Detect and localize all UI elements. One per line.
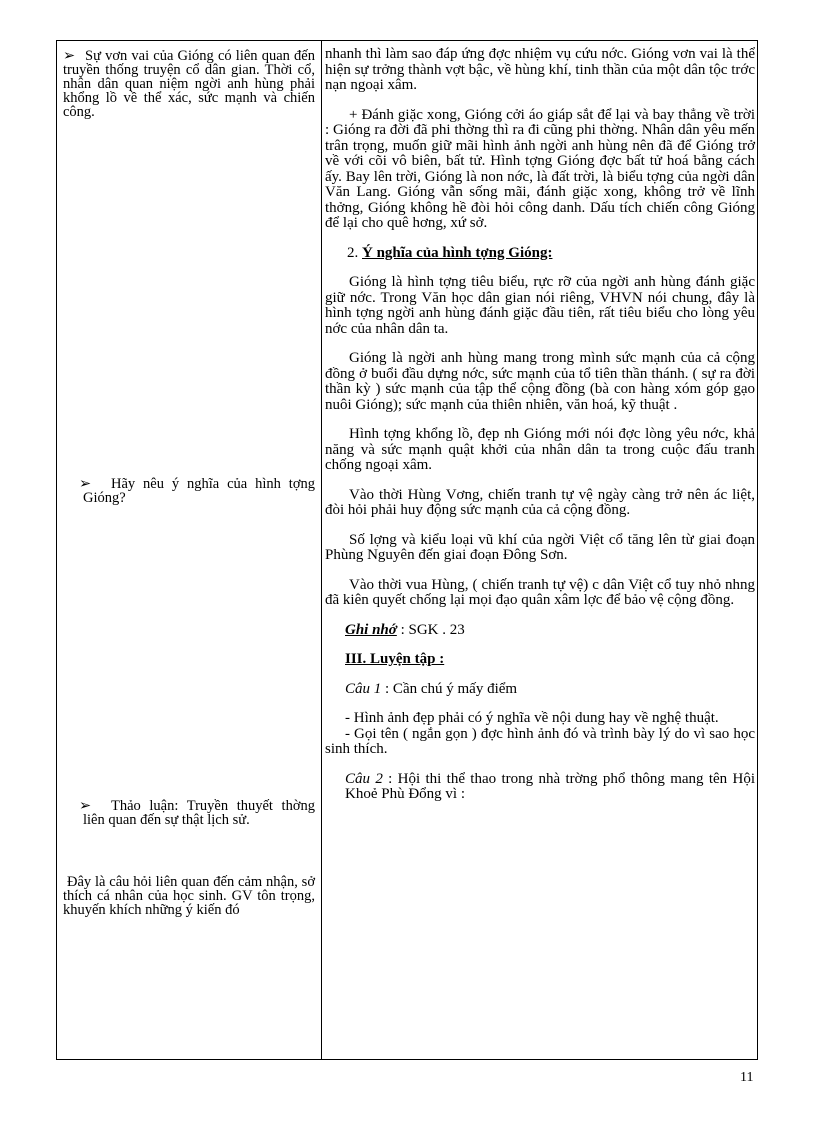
cau-2-line (345, 772, 755, 803)
cau-1-line (345, 682, 755, 698)
paragraph-3: Gióng là hình tợng tiêu biểu, rực rỡ của ngời anh hùng đánh giặc giữ nớc. Trong Văn học dân gian nói riêng, VHVN nói chung, đây là hình tợng ngời anh hùng đánh giặc đầu tiên, rất tiêu biểu cho lòng yêu nớc của nhân dân ta. (325, 274, 755, 337)
section-title: Ý nghĩa của hình tợng Gióng: (362, 244, 553, 261)
cau-1-label: Câu 1 (345, 680, 382, 697)
left-column (57, 41, 321, 1059)
left-note-2-text: Hãy nêu ý nghĩa của hình tợng Gióng? (83, 476, 315, 506)
cau-2-label: Câu 2 (345, 770, 383, 787)
paragraph-7: Số lợng và kiểu loại vũ khí của ngời Việt cổ tăng lên từ giai đoạn Phùng Nguyên đến giai đoạn Đông Sơn. (325, 531, 755, 563)
left-note-2 (79, 476, 315, 506)
column-divider (321, 41, 322, 1059)
right-column (325, 47, 755, 817)
paragraph-1: nhanh thì làm sao đáp ứng đợc nhiệm vụ cứu nớc. Gióng vơn vai là thể hiện sự trởng thành vợt bậc, về hùng khí, tinh thần của một dân tộc trớc nạn ngoại xâm. (325, 46, 755, 93)
left-note-1-text: Sự vơn vai của Gióng có liên quan đến truyền thống truyện cổ dân gian. Thời cổ, nhân dân quan niệm ngời anh hùng phải khổng lồ về thể xác, sức mạnh và chiến công. (63, 48, 315, 120)
ghi-nho-text: : SGK . 23 (396, 621, 465, 638)
paragraph-4: Gióng là ngời anh hùng mang trong mình sức mạnh của cả cộng đồng ở buổi đầu dựng nớc, sức mạnh của tổ tiên thần thánh. ( sự ra đời thần kỳ ) sức mạnh của tập thể cộng đồng (bà con hàng xóm góp gạo nuôi Gióng); sức mạnh của thiên nhiên, văn hoá, kỹ thuật . (325, 350, 755, 413)
paragraph-2: + Đánh giặc xong, Gióng cởi áo giáp sắt để lại và bay thẳng về trời : Gióng ra đời đã phi thờng thì ra đi cũng phi thờng. Nhân dân yêu mến trân trọng, muốn giữ mãi hình ảnh ngời anh hùng nên đã để Gióng trở về với cõi vô biên, bất tử. Hình tợng Gióng đợc bất tử hoá bằng cách ấy. Bay lên trời, Gióng là non nớc, là đất trời, là biểu tợng của ngời dân Văn Lang. Gióng vẫn sống mãi, đánh giặc xong, không trở về lĩnh thởng, Gióng không hề đòi hỏi công danh. Dấu tích chiến công Gióng để lại cho quê hơng, xứ sở. (325, 106, 755, 231)
left-note-1 (63, 49, 315, 119)
left-note-3-text: Thảo luận: Truyền thuyết thờng liên quan đến sự thật lịch sử. (83, 798, 315, 828)
content-table (56, 40, 758, 1060)
arrow-bullet-icon: ➢ (79, 798, 92, 814)
left-note-4 (63, 875, 315, 917)
section-number: 2. (347, 244, 359, 261)
cau-1-text: : Cần chú ý mấy điểm (381, 680, 518, 697)
paragraph-8: Vào thời vua Hùng, ( chiến tranh tự vệ) c dân Việt cổ tuy nhỏ nhng đã kiên quyết chống lại mọi đạo quân xâm lợc để bảo vệ cộng đồng. (325, 576, 755, 608)
left-note-3 (79, 798, 315, 828)
paragraph-5: Hình tợng khổng lồ, đẹp nh Gióng mới nói đợc lòng yêu nớc, khả năng và sức mạnh quật khởi của nhân dân ta trong cuộc đấu tranh chống ngoại xâm. (325, 426, 755, 473)
left-note-4-text: Đây là câu hỏi liên quan đến cảm nhận, sở thích cá nhân của học sinh. GV tôn trọng, khuyến khích những ý kiến đó (63, 874, 315, 918)
ghi-nho-label: Ghi nhớ (345, 621, 397, 638)
cau-1-point-2: - Gọi tên ( ngắn gọn ) đợc hình ảnh đó và trình bày lý do vì sao học sinh thích. (325, 725, 755, 757)
cau-2-text: : Hội thi thể thao trong nhà trờng phổ thông mang tên Hội Khoẻ Phù Đổng vì : (345, 770, 755, 802)
page-number: 11 (740, 1070, 754, 1085)
arrow-bullet-icon: ➢ (79, 476, 92, 492)
ghi-nho-line (345, 623, 755, 639)
cau-1-point-1: - Hình ảnh đẹp phải có ý nghĩa về nội dung hay về nghệ thuật. (345, 710, 719, 726)
arrow-bullet-icon: ➢ (63, 48, 76, 64)
luyen-tap-heading: III. Luyện tập : (345, 651, 445, 667)
section-heading-2 (325, 246, 755, 262)
paragraph-6: Vào thời Hùng Vơng, chiến tranh tự vệ ngày càng trở nên ác liệt, đòi hỏi phải huy động sức mạnh của cả cộng đồng. (325, 486, 755, 518)
